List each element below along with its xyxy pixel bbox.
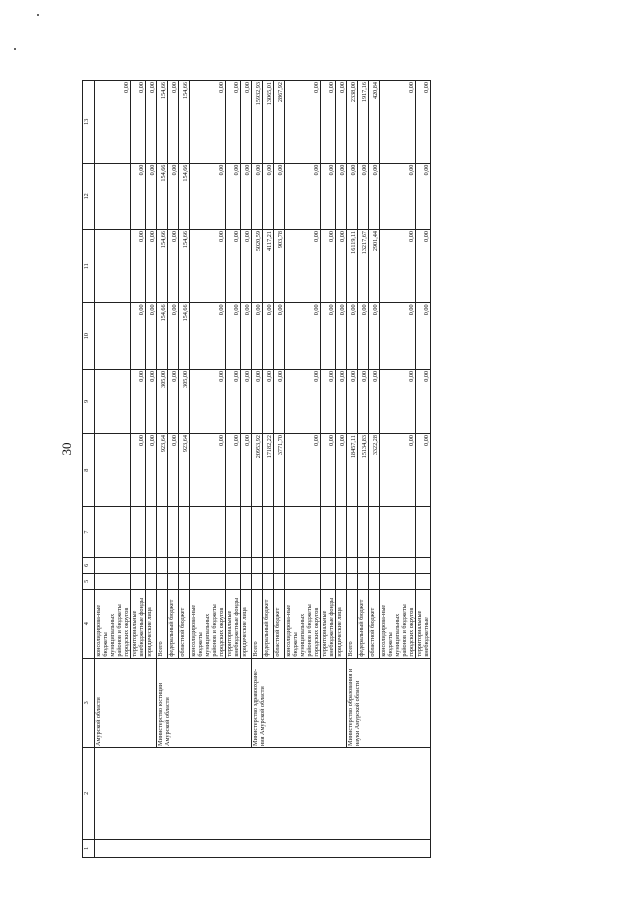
- value-cell: 0,00: [241, 303, 252, 369]
- value-cell: 903,78: [274, 230, 285, 303]
- col7-cell: [369, 507, 380, 557]
- value-cell: 305,00: [179, 369, 190, 433]
- value-cell: [95, 303, 131, 369]
- col6-cell: [358, 557, 369, 573]
- source-label-cell: консолидирова-ные бюджеты муниципальных районов и бюджеты городских округов: [95, 589, 131, 658]
- col6-cell: [285, 557, 321, 573]
- value-cell: 0,00: [416, 303, 431, 369]
- col5-cell: [168, 573, 179, 589]
- col5-cell: [157, 573, 168, 589]
- source-label-cell: областной бюджет: [369, 589, 380, 658]
- col5-cell: [416, 573, 431, 589]
- budget-table: [82, 80, 431, 858]
- responsible-executor-cell: Министерство юстиции Амурской области: [157, 658, 252, 747]
- value-cell: 5020,59: [252, 230, 263, 303]
- col6-cell: [157, 557, 168, 573]
- value-cell: 154,66: [157, 81, 168, 164]
- column-number-13: 13: [83, 81, 95, 164]
- value-cell: 0,00: [416, 434, 431, 507]
- col5-cell: [95, 573, 131, 589]
- value-cell: 0,00: [285, 303, 321, 369]
- column-number-3: 3: [83, 658, 95, 747]
- value-cell: 0,00: [226, 369, 241, 433]
- col5-cell: [336, 573, 347, 589]
- column-number-8: 8: [83, 434, 95, 507]
- value-cell: 0,00: [336, 434, 347, 507]
- value-cell: 0,00: [190, 163, 226, 229]
- value-cell: 0,00: [285, 81, 321, 164]
- column-number-10: 10: [83, 303, 95, 369]
- source-label-cell: федеральный бюджет: [358, 589, 369, 658]
- value-cell: 0,00: [380, 369, 416, 433]
- col5-cell: [241, 573, 252, 589]
- col7-cell: [321, 507, 336, 557]
- value-cell: 0,00: [190, 303, 226, 369]
- col5-cell: [274, 573, 285, 589]
- value-cell: 17182,22: [263, 434, 274, 507]
- col7-cell: [336, 507, 347, 557]
- value-cell: 0,00: [190, 81, 226, 164]
- col7-cell: [416, 507, 431, 557]
- value-cell: 154,66: [179, 230, 190, 303]
- page-number: 30: [59, 442, 74, 456]
- col5-cell: [146, 573, 157, 589]
- value-cell: 0,00: [252, 369, 263, 433]
- source-label-cell: федеральный бюджет: [263, 589, 274, 658]
- value-cell: 0,00: [285, 163, 321, 229]
- value-cell: 0,00: [380, 303, 416, 369]
- source-label-cell: консолидирова-ные бюджеты муниципальных районов и бюджеты городских округов: [190, 589, 226, 658]
- col7-cell: [190, 507, 226, 557]
- value-cell: 0,00: [358, 369, 369, 433]
- value-cell: 0,00: [285, 434, 321, 507]
- col6-cell: [241, 557, 252, 573]
- col5-cell: [131, 573, 146, 589]
- col5-cell: [190, 573, 226, 589]
- value-cell: 0,00: [416, 81, 431, 164]
- value-cell: 0,00: [380, 81, 416, 164]
- value-cell: 0,00: [241, 81, 252, 164]
- column-number-6: 6: [83, 557, 95, 573]
- value-cell: 13217,67: [358, 230, 369, 303]
- col6-cell: [226, 557, 241, 573]
- value-cell: 0,00: [241, 230, 252, 303]
- value-cell: 0,00: [146, 163, 157, 229]
- column-number-11: 11: [83, 230, 95, 303]
- table-row: [347, 81, 358, 858]
- col6-cell: [263, 557, 274, 573]
- value-cell: 0,00: [252, 303, 263, 369]
- source-label-cell: Всего: [252, 589, 263, 658]
- value-cell: 0,00: [241, 369, 252, 433]
- source-label-cell: территориальные внебюджетные фонды: [321, 589, 336, 658]
- col7-cell: [179, 507, 190, 557]
- source-label-cell: консолидирова-ные бюджеты муниципальных районов и бюджеты городских округов: [285, 589, 321, 658]
- value-cell: 0,00: [416, 369, 431, 433]
- value-cell: 154,66: [157, 303, 168, 369]
- col5-cell: [285, 573, 321, 589]
- value-cell: 2338,00: [347, 81, 358, 164]
- col7-cell: [157, 507, 168, 557]
- column-number-2: 2: [83, 748, 95, 840]
- col6-cell: [321, 557, 336, 573]
- value-cell: [95, 163, 131, 229]
- col7-cell: [168, 507, 179, 557]
- col7-cell: [263, 507, 274, 557]
- col6-cell: [336, 557, 347, 573]
- value-cell: 923,64: [157, 434, 168, 507]
- value-cell: 0,00: [321, 369, 336, 433]
- value-cell: 0,00: [416, 230, 431, 303]
- value-cell: 0,00: [252, 163, 263, 229]
- col5-cell: [358, 573, 369, 589]
- value-cell: 154,66: [179, 81, 190, 164]
- column-number-4: 4: [83, 589, 95, 658]
- value-cell: 0,00: [380, 434, 416, 507]
- col2-cell: [95, 748, 431, 840]
- col6-cell: [95, 557, 131, 573]
- col7-cell: [347, 507, 358, 557]
- value-cell: 0,00: [146, 81, 157, 164]
- col5-cell: [252, 573, 263, 589]
- value-cell: 0,00: [285, 369, 321, 433]
- source-label-cell: областной бюджет: [179, 589, 190, 658]
- source-label-cell: Всего: [157, 589, 168, 658]
- value-cell: 0,00: [274, 163, 285, 229]
- value-cell: 2901,44: [369, 230, 380, 303]
- value-cell: 0,00: [369, 369, 380, 433]
- col7-cell: [285, 507, 321, 557]
- value-cell: 0,00: [131, 434, 146, 507]
- value-cell: 3771,70: [274, 434, 285, 507]
- col6-cell: [380, 557, 416, 573]
- value-cell: 0,00: [321, 434, 336, 507]
- table-row: [252, 81, 263, 858]
- value-cell: 0,00: [336, 230, 347, 303]
- value-cell: 0,00: [226, 303, 241, 369]
- value-cell: 0,00: [336, 369, 347, 433]
- value-cell: 0,00: [226, 434, 241, 507]
- value-cell: 0,00: [321, 163, 336, 229]
- value-cell: 0,00: [263, 369, 274, 433]
- source-label-cell: территориальные внебюджетные: [416, 589, 431, 658]
- value-cell: 0,00: [369, 163, 380, 229]
- value-cell: 13065,01: [263, 81, 274, 164]
- value-cell: 0,00: [226, 163, 241, 229]
- column-number-9: 9: [83, 369, 95, 433]
- col5-cell: [369, 573, 380, 589]
- value-cell: 154,66: [179, 163, 190, 229]
- value-cell: 20953,92: [252, 434, 263, 507]
- value-cell: 0,00: [241, 163, 252, 229]
- value-cell: 0,00: [168, 434, 179, 507]
- col7-cell: [146, 507, 157, 557]
- value-cell: 0,00: [168, 163, 179, 229]
- col7-cell: [226, 507, 241, 557]
- col6-cell: [274, 557, 285, 573]
- col6-cell: [131, 557, 146, 573]
- value-cell: 0,00: [336, 163, 347, 229]
- value-cell: 0,00: [321, 230, 336, 303]
- column-number-12: 12: [83, 163, 95, 229]
- value-cell: 0,00: [168, 303, 179, 369]
- source-label-cell: Всего: [347, 589, 358, 658]
- value-cell: 0,00: [131, 230, 146, 303]
- value-cell: 0,00: [168, 369, 179, 433]
- col6-cell: [179, 557, 190, 573]
- value-cell: 0,00: [131, 369, 146, 433]
- column-number-1: 1: [83, 839, 95, 857]
- rotated-table-container: [82, 80, 574, 858]
- value-cell: 0,00: [380, 163, 416, 229]
- value-cell: 0,00: [347, 303, 358, 369]
- value-cell: 1917,16: [358, 81, 369, 164]
- value-cell: 0,00: [146, 303, 157, 369]
- value-cell: 0,00: [369, 303, 380, 369]
- value-cell: 0,00: [321, 303, 336, 369]
- value-cell: 923,64: [179, 434, 190, 507]
- col6-cell: [190, 557, 226, 573]
- col7-cell: [358, 507, 369, 557]
- source-label-cell: федеральный бюджет: [168, 589, 179, 658]
- value-cell: 0,00: [416, 163, 431, 229]
- source-label-cell: территориальные внебюджетные фонды: [226, 589, 241, 658]
- col5-cell: [321, 573, 336, 589]
- value-cell: [95, 434, 131, 507]
- value-cell: 0,00: [95, 81, 131, 164]
- col7-cell: [252, 507, 263, 557]
- value-cell: 0,00: [263, 303, 274, 369]
- value-cell: 0,00: [131, 303, 146, 369]
- col7-cell: [131, 507, 146, 557]
- value-cell: 0,00: [226, 230, 241, 303]
- value-cell: 0,00: [168, 230, 179, 303]
- col5-cell: [179, 573, 190, 589]
- value-cell: 3322,28: [369, 434, 380, 507]
- value-cell: 0,00: [263, 163, 274, 229]
- value-cell: 0,00: [131, 163, 146, 229]
- value-cell: 0,00: [358, 163, 369, 229]
- value-cell: 154,66: [157, 230, 168, 303]
- source-label-cell: областной бюджет: [274, 589, 285, 658]
- table-row: [157, 81, 168, 858]
- value-cell: 154,66: [157, 163, 168, 229]
- source-label-cell: юридические лица: [146, 589, 157, 658]
- value-cell: 0,00: [336, 81, 347, 164]
- value-cell: 0,00: [285, 230, 321, 303]
- source-label-cell: юридические лица: [336, 589, 347, 658]
- value-cell: 0,00: [190, 230, 226, 303]
- col6-cell: [369, 557, 380, 573]
- value-cell: 0,00: [274, 303, 285, 369]
- value-cell: 0,00: [321, 81, 336, 164]
- col6-cell: [146, 557, 157, 573]
- col7-cell: [274, 507, 285, 557]
- value-cell: [95, 230, 131, 303]
- col7-cell: [380, 507, 416, 557]
- value-cell: 15134,83: [358, 434, 369, 507]
- value-cell: 0,00: [358, 303, 369, 369]
- col1-cell: [95, 839, 431, 857]
- col6-cell: [347, 557, 358, 573]
- value-cell: 18457,11: [347, 434, 358, 507]
- col5-cell: [380, 573, 416, 589]
- value-cell: 0,00: [347, 163, 358, 229]
- value-cell: 0,00: [190, 369, 226, 433]
- speck-dot: [14, 48, 16, 50]
- source-label-cell: консолидирова-ные бюджеты муниципальных районов и бюджеты городских округов: [380, 589, 416, 658]
- value-cell: 16119,11: [347, 230, 358, 303]
- value-cell: 0,00: [226, 81, 241, 164]
- col7-cell: [241, 507, 252, 557]
- value-cell: 0,00: [241, 434, 252, 507]
- column-number-7: 7: [83, 507, 95, 557]
- value-cell: 0,00: [347, 369, 358, 433]
- responsible-executor-cell: Министерство образования и науки Амурской области: [347, 658, 431, 747]
- col6-cell: [168, 557, 179, 573]
- col6-cell: [416, 557, 431, 573]
- value-cell: 0,00: [190, 434, 226, 507]
- value-cell: 0,00: [146, 230, 157, 303]
- value-cell: 0,00: [131, 81, 146, 164]
- value-cell: 0,00: [146, 369, 157, 433]
- value-cell: 420,84: [369, 81, 380, 164]
- value-cell: [95, 369, 131, 433]
- col5-cell: [263, 573, 274, 589]
- speck-dot: [37, 14, 39, 16]
- source-label-cell: территориальные внебюджетные фонды: [131, 589, 146, 658]
- col7-cell: [95, 507, 131, 557]
- value-cell: 305,00: [157, 369, 168, 433]
- responsible-executor-cell: Министерство здравоохране-ния Амурской области: [252, 658, 347, 747]
- value-cell: 2867,92: [274, 81, 285, 164]
- col5-cell: [226, 573, 241, 589]
- value-cell: 0,00: [274, 369, 285, 433]
- col5-cell: [347, 573, 358, 589]
- value-cell: 0,00: [146, 434, 157, 507]
- value-cell: 4117,21: [263, 230, 274, 303]
- value-cell: 0,00: [380, 230, 416, 303]
- column-number-5: 5: [83, 573, 95, 589]
- source-label-cell: юридические лица: [241, 589, 252, 658]
- value-cell: 0,00: [168, 81, 179, 164]
- col6-cell: [252, 557, 263, 573]
- value-cell: 154,66: [179, 303, 190, 369]
- column-number-row: [83, 81, 95, 858]
- table-row: [95, 81, 131, 858]
- value-cell: 15932,93: [252, 81, 263, 164]
- responsible-executor-cell: Амурской области: [95, 658, 157, 747]
- value-cell: 0,00: [336, 303, 347, 369]
